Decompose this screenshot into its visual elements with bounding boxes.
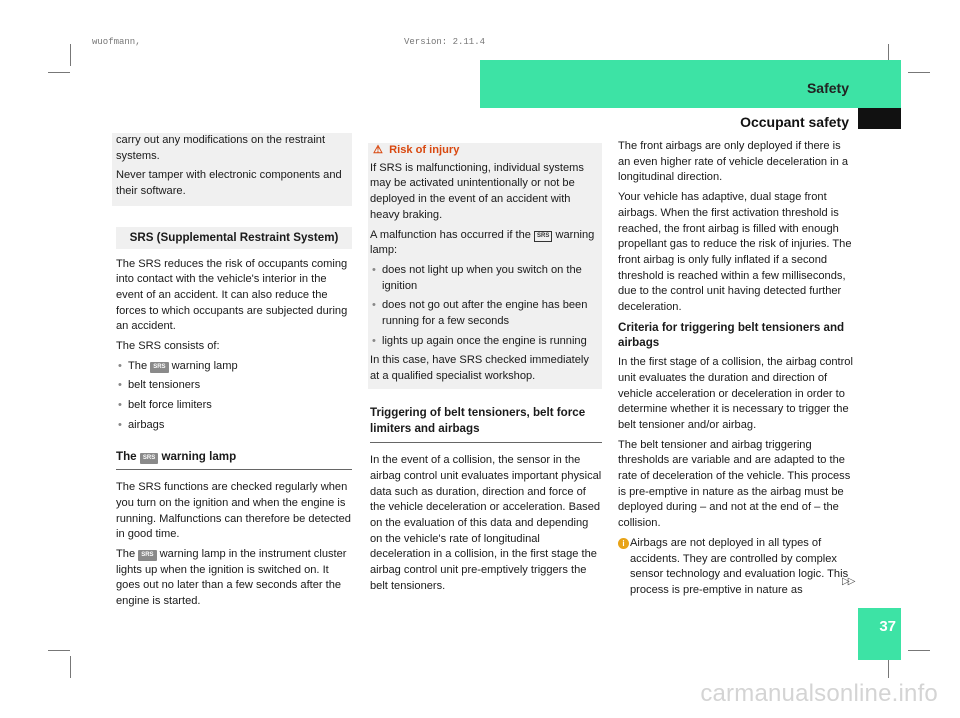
paragraph: The front airbags are only deployed if there is an even higher rate of vehicle deceleration in a longitudinal direction. <box>618 140 849 184</box>
crop-mark <box>908 650 930 651</box>
paragraph: The belt tensioner and airbag triggering thresholds are variable and are adapted to the rate of deceleration of the vehicle. This process is pre-emptive in nature as the airbag must be deployed during – and not at the end of – the collision. <box>618 438 851 530</box>
list-item: • The SRS warning lamp <box>116 359 352 375</box>
section-heading-warning-lamp: The SRS warning lamp <box>116 449 352 471</box>
paragraph: In the event of a collision, the sensor in the airbag control unit evaluates important physical data such as duration, direction and force of the vehicle deceleration or acceleration. Based on the evaluation of this data and depending on the vehicle's rate of longitudinal deceleration in a collision, in the first stage the airbag control unit pre-emptively triggers the belt tensioners. <box>370 454 602 592</box>
list-item: • lights up again once the engine is running <box>370 334 598 350</box>
paragraph: In the first stage of a collision, the airbag control unit evaluates the duration and direction of vehicle acceleration or deceleration in order to determine whether it is necessary to trigger the belt tensioner and/or airbag. <box>618 356 853 431</box>
paragraph: A malfunction has occurred if the SRS warning lamp: <box>370 228 595 257</box>
paragraph: Your vehicle has adaptive, dual stage front airbags. When the first activation threshold is reached, the front airbag is filled with enough propellant gas to reduce the risk of injuries. The front airbag is only fully inflated if a second threshold is reached within a few milliseconds, due to the control unit having detected further deceleration. <box>618 191 852 314</box>
crop-mark <box>48 650 70 651</box>
paragraph: The SRS consists of: <box>116 340 220 353</box>
paragraph: The SRS warning lamp in the instrument cluster lights up when the ignition is switched on. It goes out no later than a few seconds after the engine is started. <box>116 548 347 608</box>
column-2 <box>370 143 602 599</box>
srs-indicator-icon: SRS <box>138 550 156 561</box>
print-stamp-left: wuofmann, <box>92 37 141 47</box>
srs-indicator-icon: SRS <box>534 231 552 242</box>
list-item: • belt force limiters <box>116 398 352 414</box>
paragraph: Never tamper with electronic components and their software. <box>116 169 342 198</box>
page-number: 37 <box>879 618 896 635</box>
paragraph: The SRS functions are checked regularly when you turn on the ignition and when the engine is running. Malfunctions can therefore be detected in good time. <box>116 481 351 541</box>
column-3 <box>618 139 854 599</box>
chapter-marker <box>858 108 901 129</box>
paragraph: carry out any modifications on the restraint systems. <box>116 134 326 162</box>
section-label: Safety <box>806 80 849 96</box>
list-item: • airbags <box>116 418 352 434</box>
crop-mark <box>48 72 70 73</box>
section-heading-srs: SRS (Supplemental Restraint System) <box>116 227 352 249</box>
note-text: Airbags are not deployed in all types of accidents. They are controlled by complex sensor technology and evaluation logic. This process is pre-emptive in nature as <box>630 536 849 596</box>
srs-indicator-icon: SRS <box>140 453 158 464</box>
warning-continuation-box <box>112 133 352 206</box>
paragraph: The SRS reduces the risk of occupants coming into contact with the vehicle's interior in the event of an accident. It can also reduce the forces to which occupants are subjected during an accident. <box>116 257 348 333</box>
list-item: • does not go out after the engine has been running for a few seconds <box>370 298 598 329</box>
list-item: • belt tensioners <box>116 378 352 394</box>
print-stamp-right: Version: 2.11.4 <box>404 37 486 47</box>
watermark: carmanualsonline.info <box>700 680 938 707</box>
srs-indicator-icon: SRS <box>150 362 168 373</box>
chapter-title: Occupant safety <box>740 114 849 130</box>
risk-heading: ⚠ Risk of injury <box>370 143 598 159</box>
crop-mark <box>70 656 71 678</box>
list-item: • does not light up when you switch on the ignition <box>370 263 598 294</box>
subheading-criteria: Criteria for triggering belt tensioners and airbags <box>618 320 845 350</box>
paragraph: If SRS is malfunctioning, individual systems may be activated unintentionally or not be deployed in the event of an accident with heavy braking. <box>370 161 584 221</box>
info-note <box>618 536 854 599</box>
warning-triangle-icon: ⚠ <box>373 144 383 156</box>
risk-warning-box <box>368 143 602 389</box>
crop-mark <box>70 44 71 66</box>
continue-arrow-icon: ▷▷ <box>842 576 854 587</box>
paragraph: In this case, have SRS checked immediately at a qualified specialist workshop. <box>370 354 589 383</box>
section-heading-triggering: Triggering of belt tensioners, belt force limiters and airbags <box>370 405 602 443</box>
crop-mark <box>908 72 930 73</box>
info-icon: i <box>618 538 629 549</box>
column-1 <box>116 133 352 614</box>
